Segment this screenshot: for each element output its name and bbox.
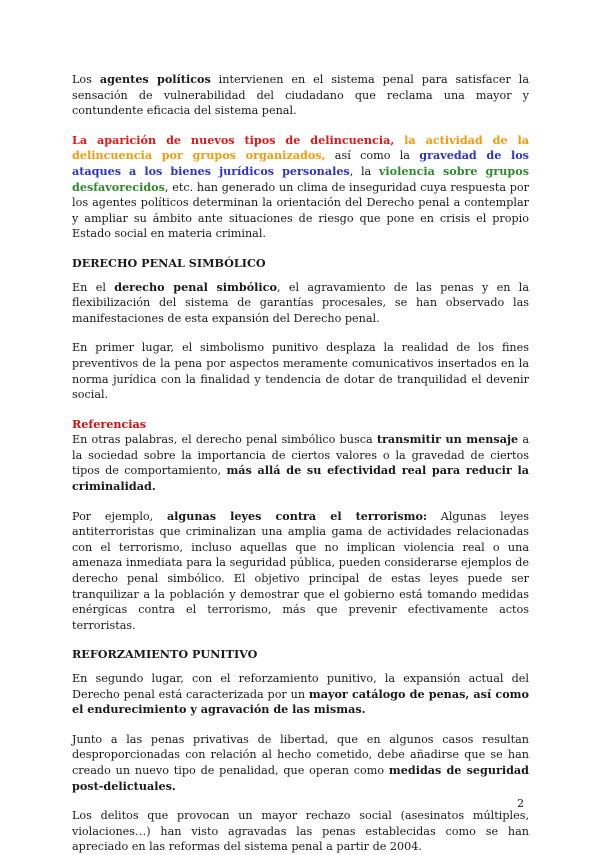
page-content	[72, 72, 529, 855]
text: Junto a las penas privativas de libertad, que en algunos casos resultan desproporcionadas con relación al hecho cometido, debe añadirse que se han creado un nuevo tipo de penalidad, que operan como	[72, 732, 529, 777]
bold-text: transmitir un mensaje	[376, 432, 519, 447]
text: Por ejemplo,	[72, 509, 167, 523]
bold-text: más allá de su efectividad real para reducir la criminalidad.	[72, 463, 529, 494]
bold-text: derecho penal simbólico	[114, 279, 277, 294]
paragraph-agentes-politicos	[72, 72, 529, 119]
paragraph-penas-privativas	[72, 732, 529, 794]
paragraph-leyes-terrorismo	[72, 509, 529, 634]
section-heading-derecho-penal-simbolico: DERECHO PENAL SIMBÓLICO	[72, 255, 266, 270]
bold-text: algunas leyes contra el terrorismo:	[166, 508, 428, 523]
text: intervienen en el sistema penal para satisfacer la sensación de vulnerabilidad del ciudadano que reclama una mayor y contundente eficacia del sistema penal.	[72, 73, 529, 118]
text: , etc. han generado un clima de inseguridad cuya respuesta por los agentes políticos determinan la orientación del Derecho penal a contemplar y ampliar su ámbito ante situaciones de riesgo que pone en crisis el propio Estado social en materia criminal.	[72, 180, 529, 241]
paragraph-nuevos-tipos	[72, 133, 529, 242]
paragraph-derecho-penal-simbolico	[72, 280, 529, 327]
page-number: 2	[517, 797, 525, 810]
text: , la	[349, 164, 379, 178]
bold-text: mayor catálogo de penas, así como el endurecimiento y agravación de las mismas.	[72, 686, 529, 717]
section-heading-reforzamiento-punitivo: REFORZAMIENTO PUNITIVO	[72, 647, 258, 662]
bold-text: agentes políticos	[99, 72, 211, 86]
text: Algunas leyes antiterroristas que criminalizan una amplia gama de actividades relacionadas con el terrorismo, incluso aquellas que no implican violencia real o una amenaza inmediata para la seguridad pública, pueden considerarse ejemplos de derecho penal simbólico. El objetivo principal de estas leyes puede ser tranquilizar a la población y demostrar que el gobierno está tomando medidas enérgicas contra el terrorismo, más que prevenir efectivamente actos terroristas.	[72, 509, 530, 632]
paragraph-reforzamiento	[72, 671, 529, 718]
text: a la sociedad sobre la importancia de ciertos valores o la gravedad de ciertos tipos de comportamiento,	[72, 433, 529, 478]
text: , el agravamiento de las penas y en la flexibilización del sistema de garantías procesales, se han observado las manifestaciones de esta expansión del Derecho penal.	[72, 280, 529, 325]
references-heading: Referencias	[72, 416, 147, 431]
text: Los	[72, 73, 100, 86]
paragraph-simbolismo-punitivo: En primer lugar, el simbolismo punitivo desplaza la realidad de los fines preventivos de la pena por aspectos meramente comunicativos insertados en la norma jurídica con la finalidad y tendencia de dotar de tranquilidad el devenir social.	[72, 341, 529, 402]
text: En el	[72, 280, 115, 294]
highlight-orange: la actividad de la delincuencia por grupos organizados,	[72, 132, 529, 163]
highlight-green: violencia sobre grupos desfavorecidos	[72, 163, 529, 194]
text: En segundo lugar, con el reforzamiento punitivo, la expansión actual del Derecho penal está caracterizada por un	[72, 672, 529, 701]
paragraph-delitos-rechazo: Los delitos que provocan un mayor rechazo social (asesinatos múltiples, violaciones…) han visto agravadas las penas establecidas como se han apreciado en las reformas del sistema penal a partir de 2004.	[72, 809, 529, 854]
text: así como la	[325, 149, 420, 163]
highlight-blue: gravedad de los ataques a los bienes jurídicos personales	[72, 148, 529, 178]
bold-text: medidas de seguridad post-delictuales.	[72, 762, 529, 793]
highlight-red: La aparición de nuevos tipos de delincuencia,	[72, 132, 395, 147]
text: En otras palabras, el derecho penal simbólico busca	[72, 433, 377, 447]
paragraph-transmitir-mensaje	[72, 432, 529, 494]
